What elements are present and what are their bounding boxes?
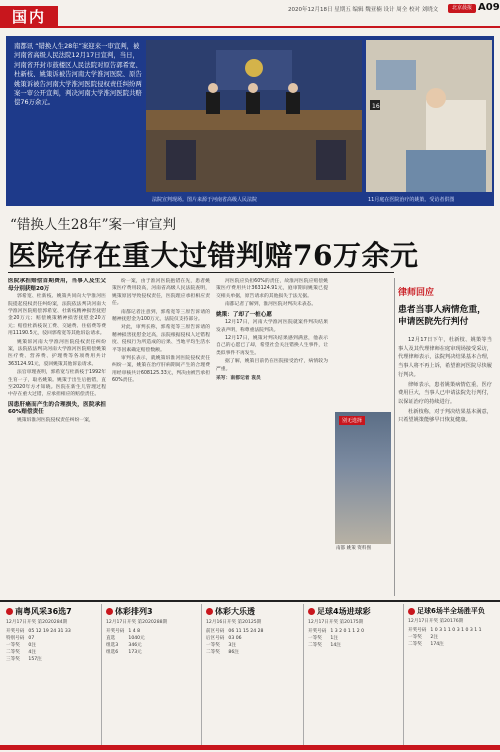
divider: [101, 604, 102, 748]
lottery-title: 南粤风采36选7: [6, 606, 98, 617]
lottery-sub: 12月17日开奖 第20175期: [308, 620, 364, 625]
sidebar-divider: [394, 278, 395, 596]
ball-icon: [6, 608, 13, 615]
lottery-table: 开奖号码 1 4 8 直选 1040元 组选3 346元 组选6 173元: [106, 629, 145, 655]
lottery-title: 体彩大乐透: [206, 606, 300, 617]
svg-text:16: 16: [372, 103, 380, 110]
lottery-box-4: [308, 606, 400, 746]
lottery-table: 开奖号码 1 3 2 0 1 1 2 0 一等奖 1注 二等奖 14注: [308, 629, 364, 648]
lottery-box-5: [408, 606, 496, 746]
divider: [403, 604, 404, 748]
courtroom-photo: [146, 40, 362, 192]
hospital-photo: [366, 40, 492, 192]
hospital-illustration: [366, 40, 492, 192]
photo-summary: 南都讯 “错换人生28年”案迎来一审宣判，被河南省高级人民法院12月17日宣判，当日，河南省开封市鼓楼区人民法院对原告郭希宽、杜新枝、姚策诉被告河南大学淮河医院、原告姚策诉被告河南大学淮河医院侵权责任纠纷两案一审公开宣判，判决河南大学淮河医院共赔偿76万余元。: [14, 42, 142, 107]
lottery-sub: 12月17日开奖 第2020288期: [106, 620, 168, 625]
paragraph: 据了解，姚策目前仍在医院接受治疗，病情较为严重。: [216, 359, 328, 372]
lottery-sub: 12月17日开奖 第2020284期: [6, 620, 68, 625]
photo-caption-right: 11月庭在医院治疗的姚策。受访者供图: [368, 197, 455, 203]
lottery-box-1: [6, 606, 98, 746]
paragraph: 对此，审判长称，郭希宽等三原告诉请的精神损害抚慰金过高，法院根据侵权人过错程度、侵权行为所造成的后果、当地平均生活水平等因素确定赔偿数额。: [112, 325, 210, 353]
article-column-2: [112, 278, 210, 596]
section-tag: 国内: [0, 6, 58, 28]
issue-meta: 2020年12月18日 星期五 编辑 魏亚楠 设计 周全 校对 刘晓文: [288, 7, 439, 13]
article-column-3: [216, 278, 328, 596]
paragraph: 审判长表示，就姚策诉淮河医院侵权责任纠纷一案，姚策在治疗肝病期间产生的合理费用经审核共计608125.33元，判决由被告承担60%责任。: [112, 356, 210, 384]
newspaper-logo: 北京晨报: [448, 4, 476, 13]
paragraph: 郭希宽、杜新枝、姚策共同向大学淮河医院提起侵权责任纠纷案，法院依法判决河南大学淮河医院赔偿郭希宽、杜新枝精神损害抚慰金20万元；赔偿姚策精神损害抚慰金20万元；赔偿杜新枝误工费、交通费、住宿费等费用11190.5元，驳回郭希宽等其他诉讼请求。: [8, 294, 106, 337]
page-number: A09: [478, 2, 500, 13]
ball-icon: [106, 608, 113, 615]
paragraph: 律师表示，患者姚策病情危重，医疗费用巨大，当事人已申请法院先行判付，以保证治疗的持续进行。: [398, 381, 492, 405]
subhead-3: 姚策：了却了一桩心愿: [216, 311, 272, 318]
paragraph: 杜新枝称，对于判决结果基本满意，只希望姚策能够早日恢复健康。: [398, 408, 492, 424]
paragraph: 法官审理查明，郭希宽与杜新枝于1992年生育一子，取名姚策。姚策于出生后抱错，直至2020年方才知晓。医院在新生儿管理过程中存在重大过错，应承担相应的赔偿责任。: [8, 370, 106, 398]
subhead-2: 因患肝癌而产生的合理损失，医院承担60%赔偿责任: [8, 401, 106, 416]
photo-caption-left: 法院宣判现场。图片来源于河南省高级人民法院: [152, 197, 258, 203]
inset-caption: 南都 姚策 资料图: [336, 546, 372, 551]
sidebar-title: 患者当事人病情危重，申请医院先行判付: [398, 305, 486, 327]
kicker: “错换人生28年”案一审宣判: [10, 217, 176, 233]
ball-icon: [408, 608, 415, 615]
divider: [303, 604, 304, 748]
paragraph: 姚策诉河南大学淮河医院侵权责任纠纷案，法院依法判决河南大学淮河医院赔偿姚策医疗费、营养费、护理费等各项费用共计363124.91元，驳回姚策其他诉讼请求。: [8, 339, 106, 367]
article-column-1: [8, 278, 106, 596]
inset-photo: [335, 412, 391, 544]
paragraph: 姚策诉淮河医院侵权责任纠纷一案，: [17, 418, 94, 424]
headline: 医院存在重大过错判赔76万余元: [8, 239, 419, 272]
lottery-box-3: [206, 606, 300, 746]
paragraph: 南都记者了解到，淮河医院对判决未表态。: [225, 302, 317, 308]
lottery-title: 体彩排列3: [106, 606, 198, 617]
sidebar-label: 律师回应: [398, 288, 435, 298]
lottery-title: 足球4场进球彩: [308, 606, 400, 617]
footer-bar: [0, 745, 500, 750]
lottery-sub: 12月16日开奖 第20125期: [206, 620, 262, 625]
paragraph: 河医院应负担60%的责任，故淮河医院应赔偿姚策医疗费用共计363124.91元，庭审期间姚策已提交相关单据，原告请求的其他损失于法无据。: [216, 279, 328, 299]
ball-icon: [206, 608, 213, 615]
lottery-box-2: [106, 606, 198, 746]
courtroom-illustration: [146, 40, 362, 192]
headline-rule: [8, 272, 394, 273]
lottery-title: 足球6场半全场胜平负: [408, 606, 496, 616]
lottery-sub: 12月17日开奖 第20176期: [408, 619, 464, 624]
paragraph: 12月17日，河南大学淮河医院就案件判决结果发表声明，称尊重法院判决。: [216, 320, 328, 333]
lottery-table: 前区号码 06 11 15 24 28 后区号码 03 06 一等奖 3注 二等奖 86注: [206, 629, 264, 655]
sidebar-text: [398, 336, 492, 594]
lottery-table: 开奖号码 05 12 19 24 31 33 特别号码 07 一等奖 0注 二等奖 4注 三等奖 157注: [6, 629, 71, 662]
ball-icon: [308, 608, 315, 615]
paragraph: 纷一案，由于淮河医院抱错在先，患者姚策医疗费用较高，河南省高级人民法院查明，姚策原因导致侵权责任，医院理应承担相应责任。: [112, 279, 210, 307]
paragraph: 12月17日下午，杜新枝、姚策等当事人及其代理律师在庭审现场接受采访，代理律师表示，法院判决结果基本合理，当事人将不再上诉，希望淮河医院尽快履行判决。: [398, 337, 492, 378]
paragraph: 12月17日，姚策对判决结果感到满意，他表示自己的心愿已了却，希望社会关注错换人生事件，让类似事件不再发生。: [216, 336, 328, 356]
header-rule: [58, 26, 500, 28]
inset-tag: 别无选择: [339, 416, 365, 425]
subhead-1: 医院承担赔偿首期费用，当事人及生父母分别获赔20万: [8, 278, 106, 292]
byline: 采写：南都记者 袁员: [216, 376, 261, 382]
divider: [201, 604, 202, 748]
lottery-table: 开奖号码 1 0 3 1 1 0 3 1 0 3 1 1 一等奖 2注 二等奖 174注: [408, 628, 482, 647]
paragraph: 南都记者注意到，郭希宽等三原告诉请的精神抚慰金为100万元，法院仅支持部分。: [112, 309, 210, 323]
